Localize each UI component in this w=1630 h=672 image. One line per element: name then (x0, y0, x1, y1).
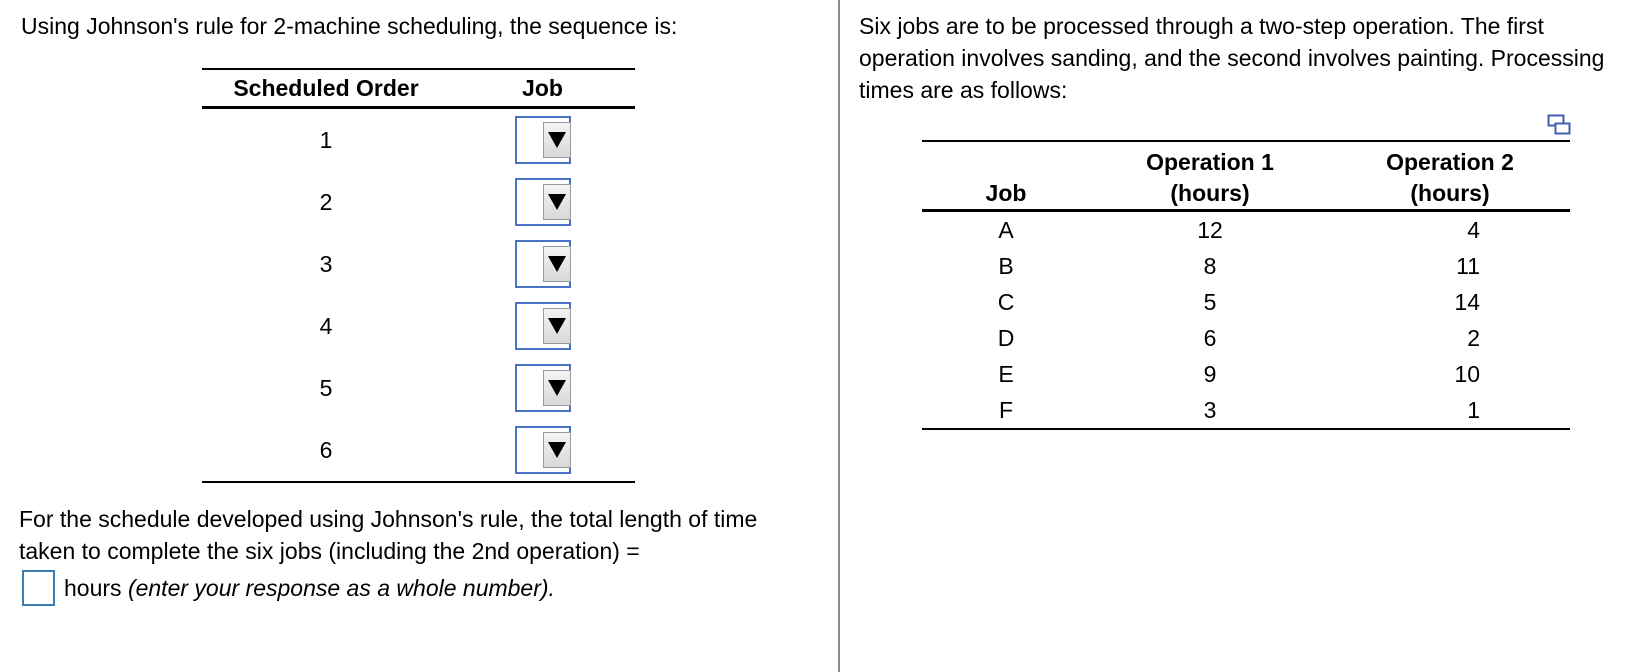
op2-cell: 2 (1467, 324, 1480, 351)
scheduled-order-number: 4 (319, 312, 333, 339)
sequence-header-row (202, 69, 635, 108)
dropdown-button[interactable] (543, 184, 571, 220)
processing-times-table (922, 140, 1570, 430)
op2-cell: 1 (1330, 392, 1570, 429)
answer-hint: (enter your response as a whole number). (127, 574, 555, 601)
processing-header-row (922, 141, 1570, 211)
job-select-2[interactable] (515, 178, 571, 226)
table-row (922, 211, 1570, 249)
table-row (922, 248, 1570, 284)
header-operation-1 (1090, 141, 1330, 211)
dropdown-button[interactable] (543, 432, 571, 468)
table-row (922, 356, 1570, 392)
sequence-row (202, 171, 635, 233)
dropdown-arrow-icon (548, 256, 566, 272)
scheduled-order-number: 2 (319, 188, 333, 215)
dropdown-arrow-icon (548, 442, 566, 458)
op1-cell: 6 (1203, 324, 1217, 351)
answer-row (22, 570, 555, 606)
job-cell: C (997, 288, 1015, 315)
header-scheduled-order: Scheduled Order (202, 69, 450, 108)
right-pane (840, 0, 1630, 672)
scheduled-order-number: 3 (319, 250, 333, 277)
sequence-row (202, 108, 635, 172)
header-operation-2-title: Operation 2 (1386, 149, 1514, 175)
job-cell: E (998, 360, 1014, 387)
scheduled-order-number: 5 (319, 374, 333, 401)
job-select-5[interactable] (515, 364, 571, 412)
job-select-1[interactable] (515, 116, 571, 164)
header-operation-1-unit: (hours) (1170, 180, 1250, 206)
header-operation-2 (1330, 141, 1570, 211)
op2-cell: 10 (1454, 360, 1480, 387)
dropdown-arrow-icon (548, 132, 566, 148)
op2-cell: 11 (1456, 252, 1480, 279)
sequence-row (202, 357, 635, 419)
dropdown-button[interactable] (543, 308, 571, 344)
job-select-3[interactable] (515, 240, 571, 288)
problem-statement: Six jobs are to be processed through a two-step operation. The first operation involves sanding, and the second involves painting. Processing times are as follows: (859, 13, 1605, 103)
table-row (922, 392, 1570, 429)
table-row (922, 284, 1570, 320)
scheduled-order-number: 6 (202, 419, 450, 482)
dropdown-arrow-icon (548, 194, 566, 210)
dropdown-arrow-icon (548, 380, 566, 396)
header-job: Job (450, 69, 635, 108)
op1-cell: 3 (1090, 392, 1330, 429)
total-hours-input[interactable] (22, 570, 55, 606)
sequence-row (202, 295, 635, 357)
sequence-row (202, 233, 635, 295)
scheduled-order-number: 1 (319, 126, 333, 153)
job-cell: D (997, 324, 1015, 351)
sequence-table (202, 68, 635, 483)
job-cell: F (922, 392, 1090, 429)
job-select-6[interactable] (515, 426, 571, 474)
dropdown-arrow-icon (548, 318, 566, 334)
job-select-4[interactable] (515, 302, 571, 350)
op1-cell: 9 (1203, 360, 1217, 387)
header-job: Job (922, 141, 1090, 211)
dropdown-button[interactable] (543, 370, 571, 406)
op2-cell: 4 (1467, 216, 1480, 243)
table-row (922, 320, 1570, 356)
dropdown-button[interactable] (543, 122, 571, 158)
job-cell: B (998, 252, 1014, 279)
header-operation-2-unit: (hours) (1410, 180, 1490, 206)
dropdown-button[interactable] (543, 246, 571, 282)
header-operation-1-title: Operation 1 (1146, 149, 1274, 175)
sequence-row (202, 419, 635, 482)
total-time-question: For the schedule developed using Johnson's rule, the total length of time taken to complete the six jobs (including the 2nd operation) = (19, 506, 758, 564)
op1-cell: 12 (1197, 216, 1223, 243)
answer-unit: hours (64, 574, 122, 601)
op1-cell: 5 (1203, 288, 1217, 315)
job-cell: A (998, 216, 1014, 243)
op2-cell: 14 (1454, 288, 1480, 315)
sequence-intro: Using Johnson's rule for 2-machine scheduling, the sequence is: (21, 13, 678, 39)
copy-table-icon[interactable] (1547, 114, 1571, 136)
op1-cell: 8 (1203, 252, 1217, 279)
